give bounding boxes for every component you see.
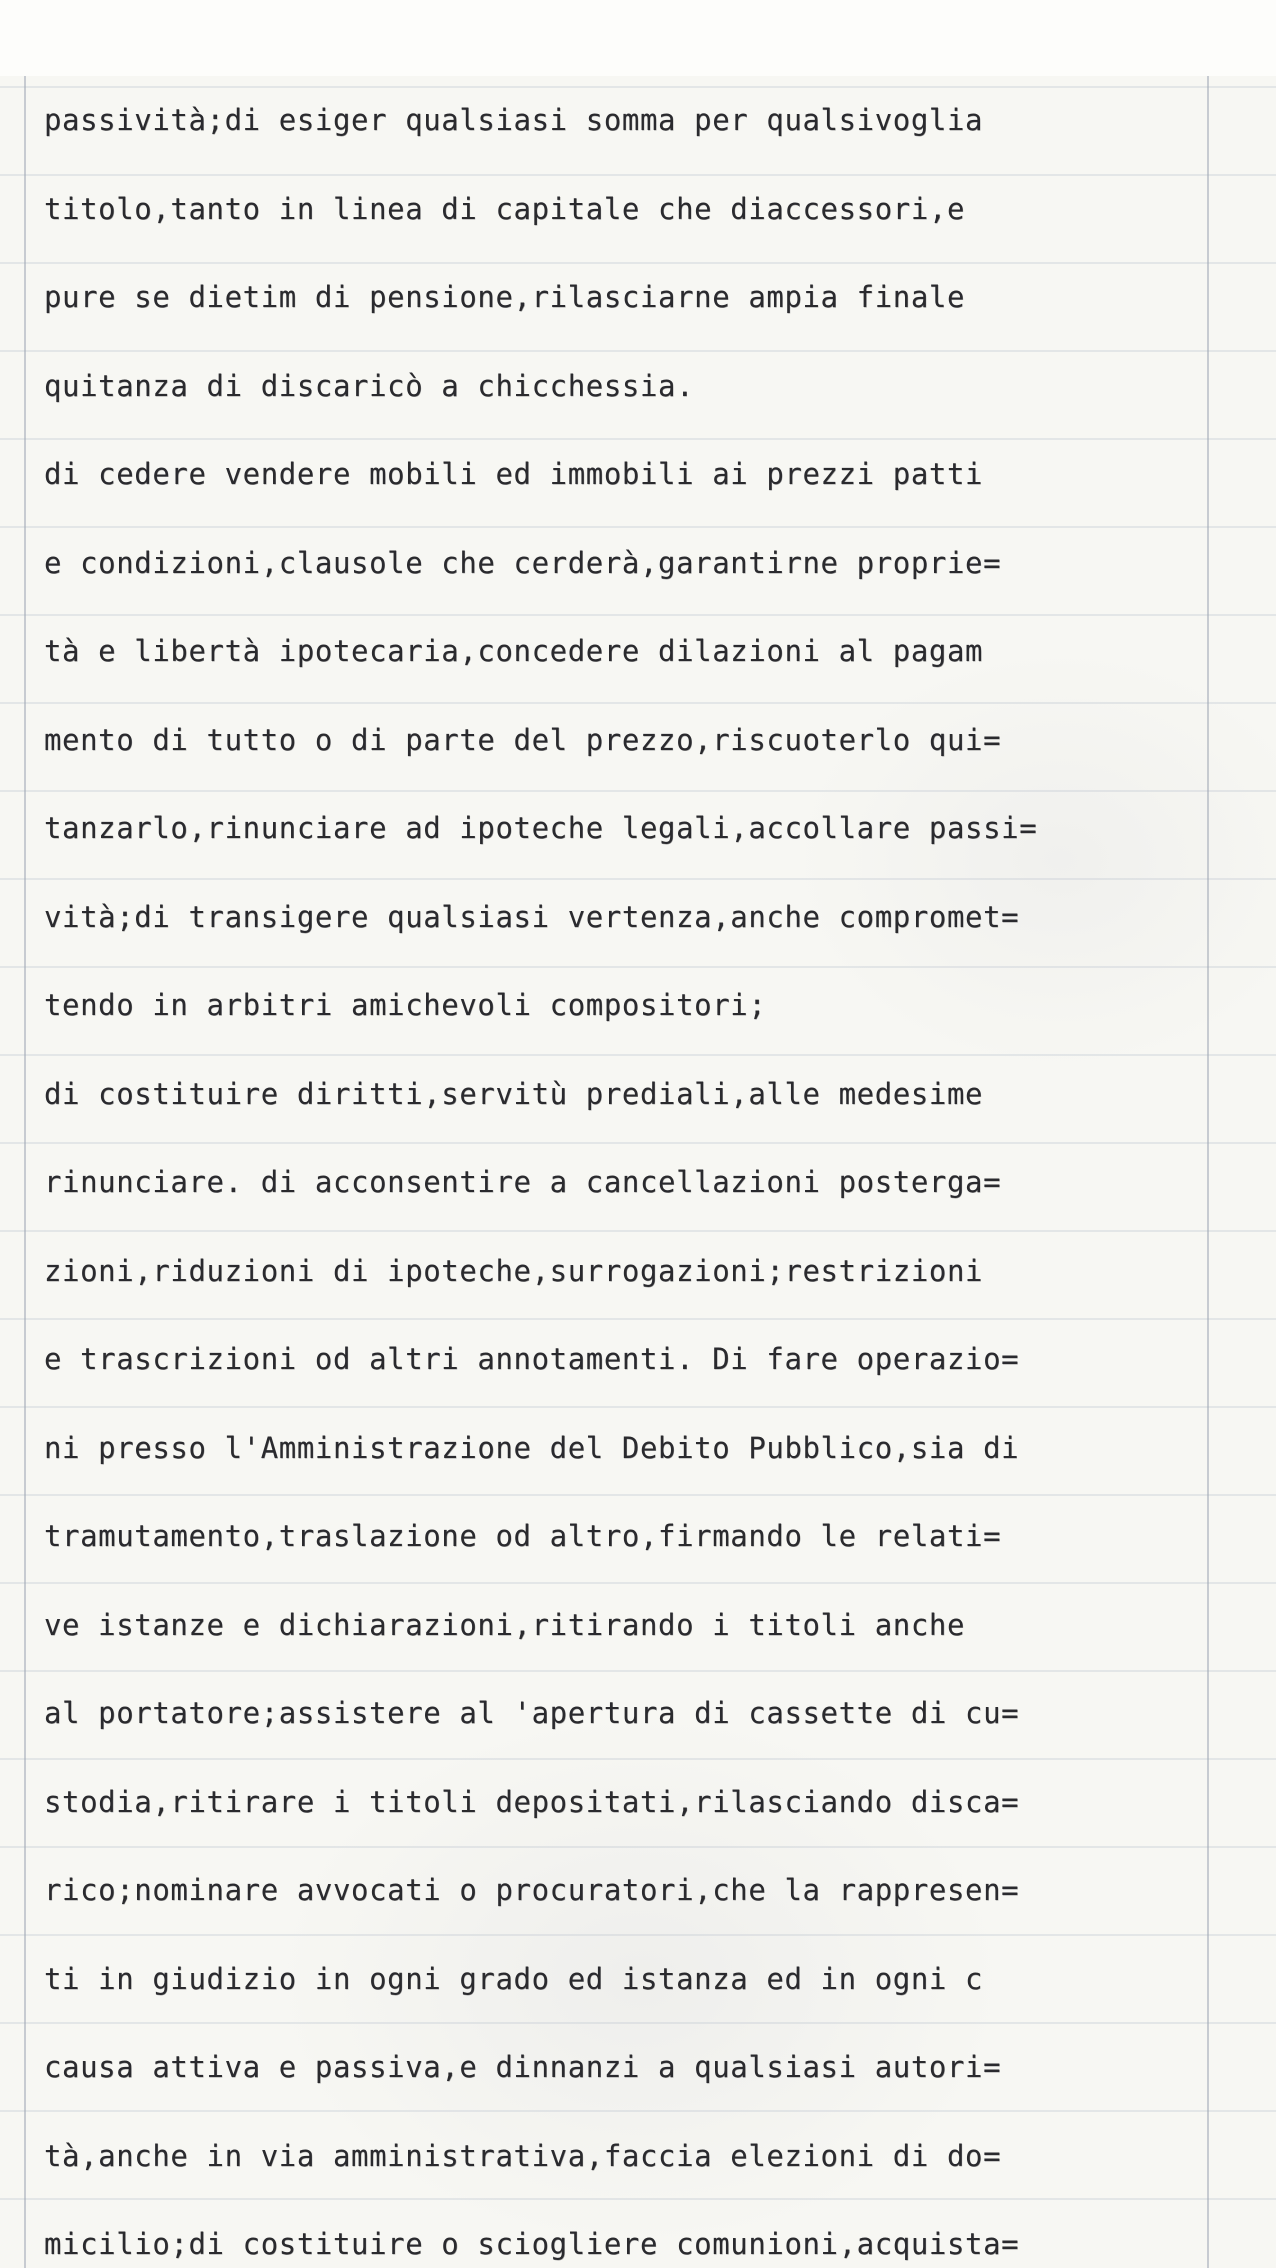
text-line: ti in giudizio in ogni grado ed istanza ed in ogni c xyxy=(44,1961,984,1996)
text-line: e condizioni,clausole che cerderà,garantirne proprie= xyxy=(44,545,1002,580)
text-line: tanzarlo,rinunciare ad ipoteche legali,accollare passi= xyxy=(44,811,1038,845)
text-line: di costituire diritti,servitù prediali,alle medesime xyxy=(44,1076,984,1111)
typewritten-text xyxy=(44,76,1259,2268)
text-line: ni presso l'Amministrazione del Debito Pubblico,sia di xyxy=(44,1430,1020,1465)
text-line: titolo,tanto in linea di capitale che diaccessori,e xyxy=(44,191,966,226)
text-line: quitanza di discaricò a chicchessia. xyxy=(44,368,695,403)
text-line: rinunciare. di acconsentire a cancellazioni posterga= xyxy=(44,1165,1002,1199)
text-line: e trascrizioni od altri annotamenti. Di fare operazio= xyxy=(44,1342,1020,1376)
text-line: tà,anche in via amministrativa,faccia elezioni di do= xyxy=(44,2138,1002,2173)
text-line: micilio;di costituire o sciogliere comunioni,acquista= xyxy=(44,2227,1020,2261)
text-line: vità;di transigere qualsiasi vertenza,anche compromet= xyxy=(44,899,1020,934)
text-line: ve istanze e dichiarazioni,ritirando i titoli anche xyxy=(44,1607,966,1642)
text-line: mento di tutto o di parte del prezzo,riscuoterlo qui= xyxy=(44,722,1002,757)
text-line: rico;nominare avvocati o procuratori,che la rappresen= xyxy=(44,1873,1020,1907)
text-line: tramutamento,traslazione od altro,firmando le relati= xyxy=(44,1519,1002,1553)
text-line: tendo in arbitri amichevoli compositori; xyxy=(44,988,767,1022)
text-line: di cedere vendere mobili ed immobili ai prezzi patti xyxy=(44,457,984,491)
text-line: al portatore;assistere al 'apertura di cassette di cu= xyxy=(44,1696,1020,1730)
top-margin xyxy=(0,0,1276,76)
text-line: pure se dietim di pensione,rilasciarne ampia finale xyxy=(44,280,966,314)
text-line: zioni,riduzioni di ipoteche,surrogazioni;restrizioni xyxy=(44,1253,984,1288)
text-line: tà e libertà ipotecaria,concedere dilazioni al pagam xyxy=(44,634,984,668)
text-line: stodia,ritirare i titoli depositati,rilasciando disca= xyxy=(44,1784,1020,1819)
text-line: causa attiva e passiva,e dinnanzi a qualsiasi autori= xyxy=(44,2050,1002,2084)
text-line: passività;di esiger qualsiasi somma per qualsivoglia xyxy=(44,103,984,137)
left-margin-rule xyxy=(24,76,26,2268)
